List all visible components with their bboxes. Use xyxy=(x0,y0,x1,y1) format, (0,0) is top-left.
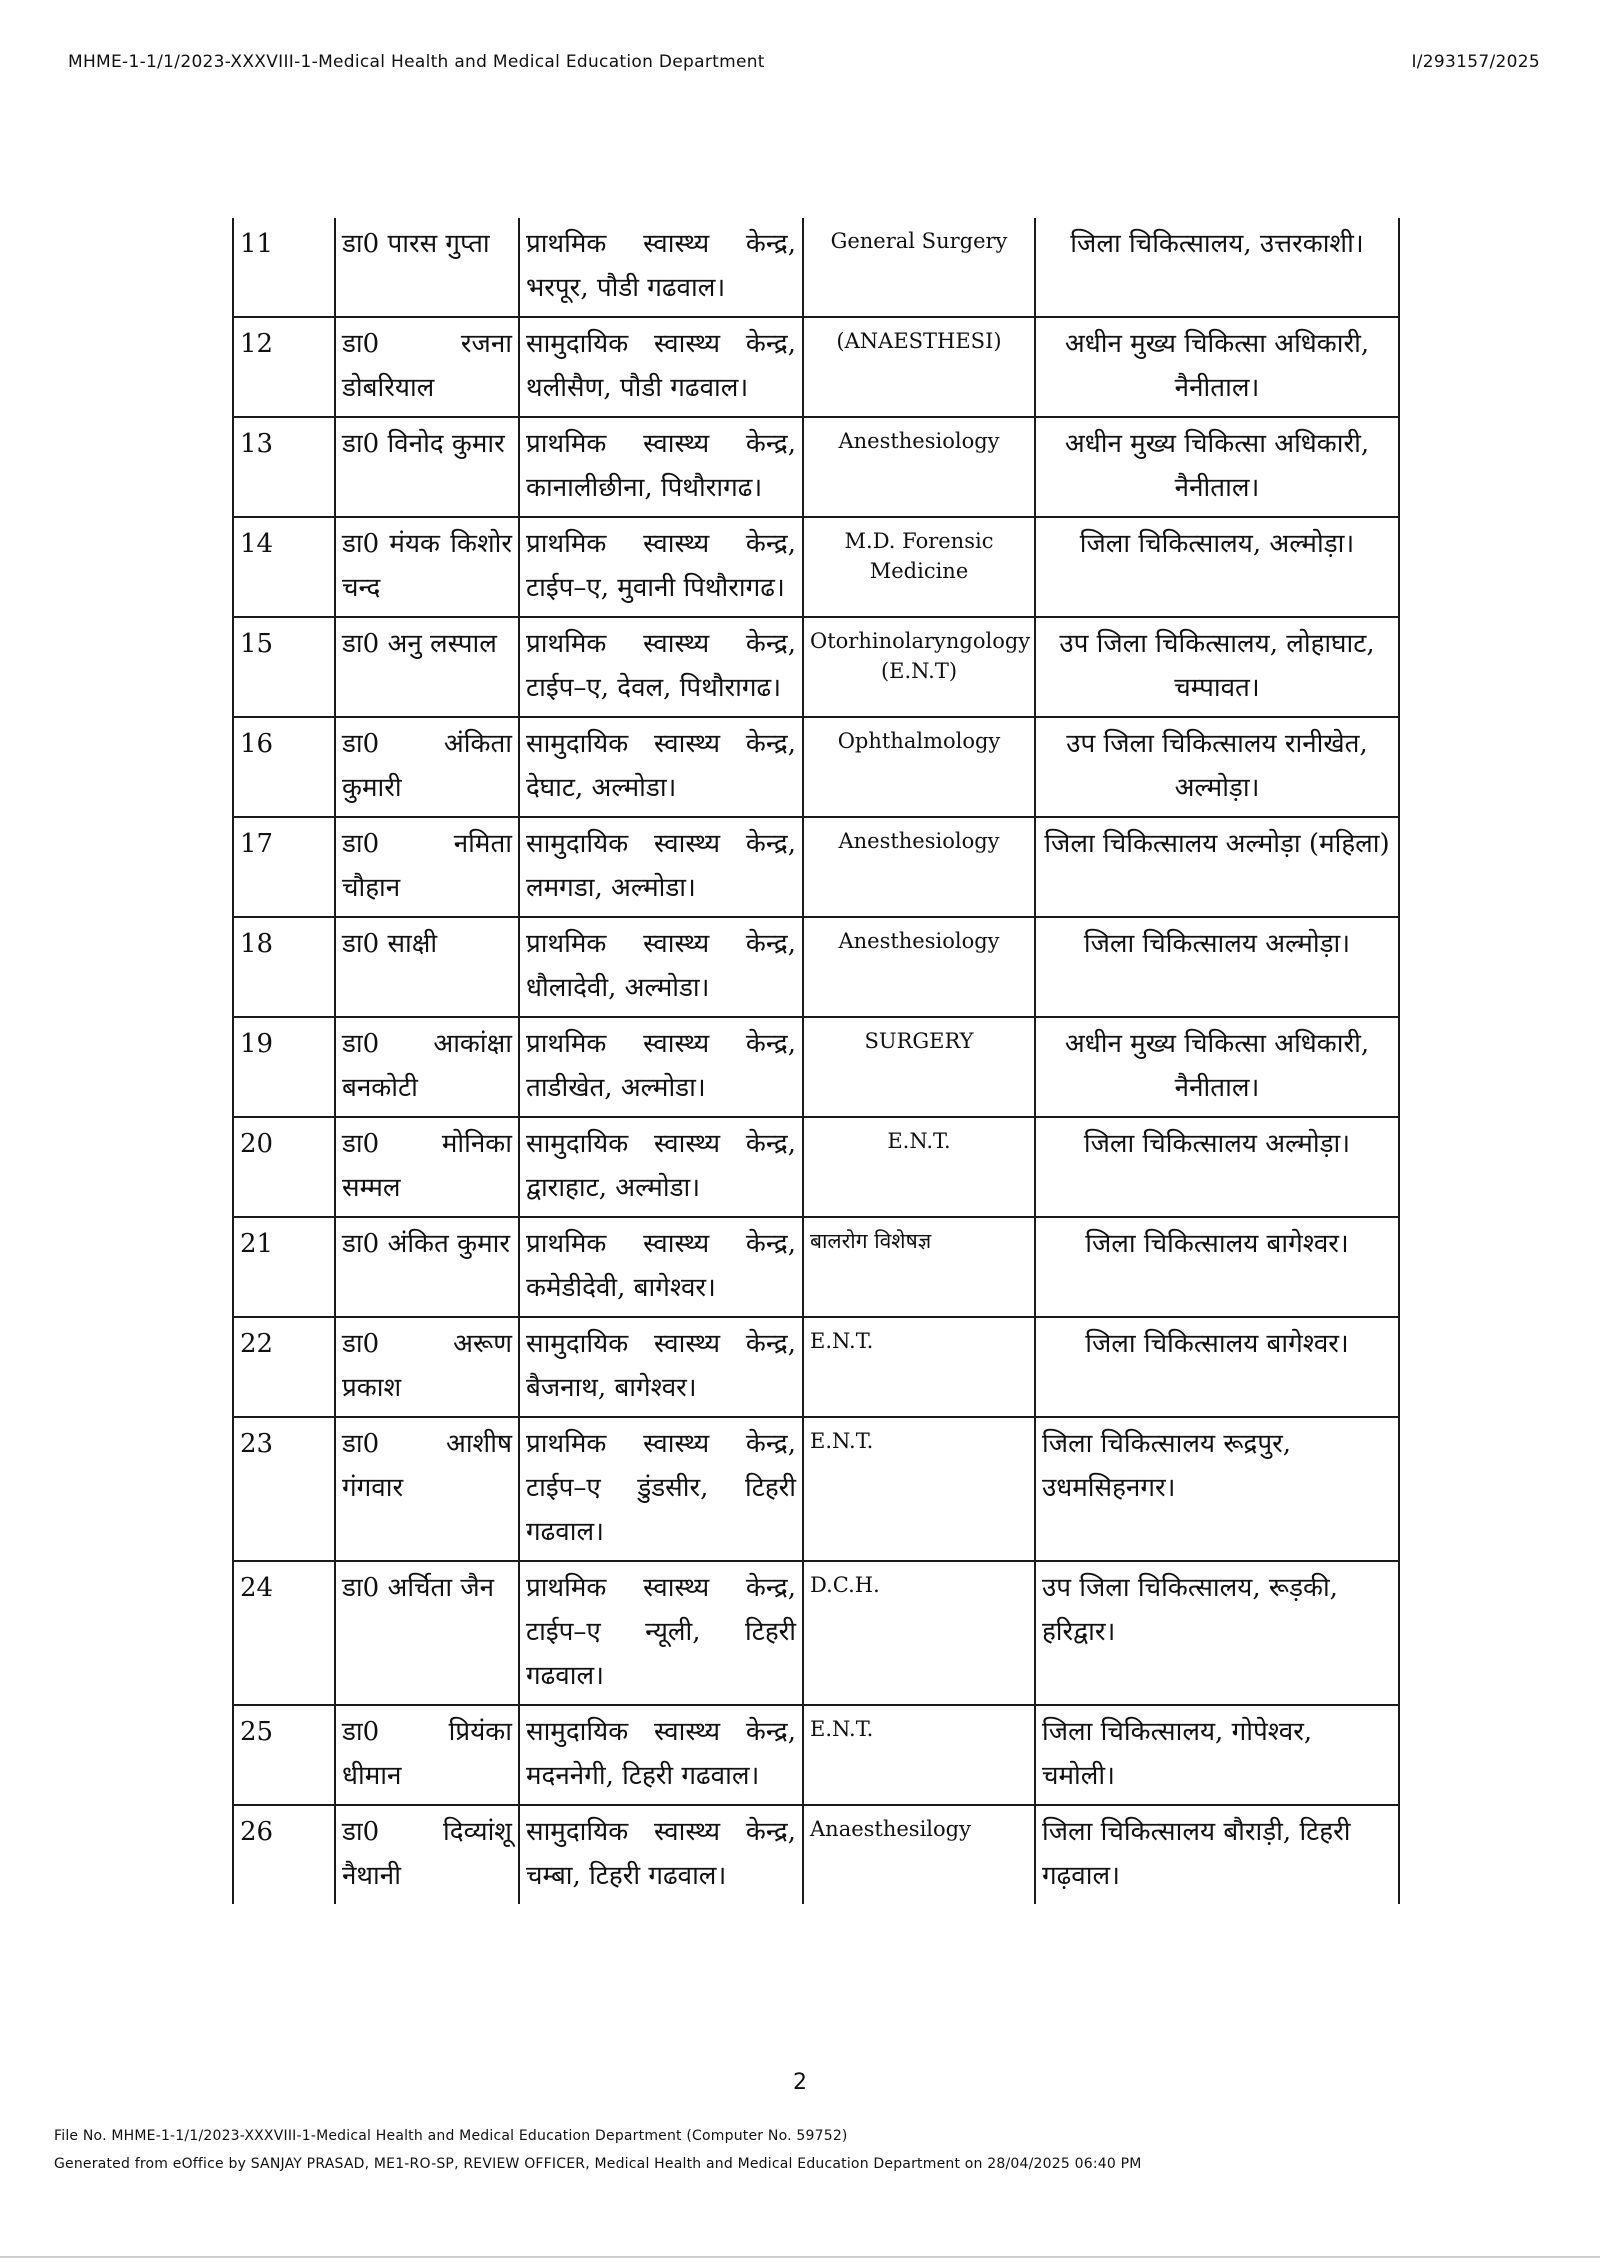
new-posting-cell: जिला चिकित्सालय अल्मोड़ा। xyxy=(1035,917,1399,1017)
transfer-list-table xyxy=(232,218,1400,1904)
new-posting-cell: अधीन मुख्य चिकित्सा अधिकारी, नैनीताल। xyxy=(1035,417,1399,517)
current-posting-cell: प्राथमिक स्वास्थ्य केन्द्र, टाईप–ए न्यूली, टिहरी गढवाल। xyxy=(519,1561,803,1705)
new-posting-cell: जिला चिकित्सालय, अल्मोड़ा। xyxy=(1035,517,1399,617)
table-row xyxy=(233,317,1399,417)
serial-number-cell: 12 xyxy=(233,317,335,417)
specialty-cell: SURGERY xyxy=(803,1017,1035,1117)
serial-number-cell: 13 xyxy=(233,417,335,517)
table-row xyxy=(233,717,1399,817)
doctor-name-cell: डा0 रजना डोबरियाल xyxy=(335,317,519,417)
current-posting-cell: प्राथमिक स्वास्थ्य केन्द्र, कमेडीदेवी, बागेश्वर। xyxy=(519,1217,803,1317)
doctor-name-cell: डा0 अर्चिता जैन xyxy=(335,1561,519,1705)
specialty-cell: Otorhinolaryngology (E.N.T) xyxy=(803,617,1035,717)
current-posting-cell: सामुदायिक स्वास्थ्य केन्द्र, बैजनाथ, बागेश्वर। xyxy=(519,1317,803,1417)
new-posting-cell: जिला चिकित्सालय, उत्तरकाशी। xyxy=(1035,218,1399,317)
table-row xyxy=(233,1561,1399,1705)
new-posting-cell: उप जिला चिकित्सालय, लोहाघाट, चम्पावत। xyxy=(1035,617,1399,717)
table-row xyxy=(233,517,1399,617)
specialty-cell: E.N.T. xyxy=(803,1117,1035,1217)
new-posting-cell: जिला चिकित्सालय अल्मोड़ा। xyxy=(1035,1117,1399,1217)
bottom-rule xyxy=(0,2256,1600,2258)
specialty-cell: General Surgery xyxy=(803,218,1035,317)
table-row xyxy=(233,417,1399,517)
doctor-name-cell: डा0 विनोद कुमार xyxy=(335,417,519,517)
new-posting-cell: उप जिला चिकित्सालय, रूड़की, हरिद्वार। xyxy=(1035,1561,1399,1705)
specialty-cell: Anesthesiology xyxy=(803,817,1035,917)
transfer-list-body xyxy=(233,218,1399,1904)
specialty-cell: बालरोग विशेषज्ञ xyxy=(803,1217,1035,1317)
serial-number-cell: 20 xyxy=(233,1117,335,1217)
table-row xyxy=(233,218,1399,317)
serial-number-cell: 22 xyxy=(233,1317,335,1417)
serial-number-cell: 16 xyxy=(233,717,335,817)
current-posting-cell: सामुदायिक स्वास्थ्य केन्द्र, थलीसैण, पौडी गढवाल। xyxy=(519,317,803,417)
doctor-name-cell: डा0 मंयक किशोर चन्द xyxy=(335,517,519,617)
new-posting-cell: जिला चिकित्सालय बागेश्वर। xyxy=(1035,1317,1399,1417)
specialty-cell: Anesthesiology xyxy=(803,917,1035,1017)
new-posting-cell: जिला चिकित्सालय बौराड़ी, टिहरी गढ़वाल। xyxy=(1035,1805,1399,1904)
table-row xyxy=(233,1217,1399,1317)
serial-number-cell: 19 xyxy=(233,1017,335,1117)
table-row xyxy=(233,1117,1399,1217)
serial-number-cell: 17 xyxy=(233,817,335,917)
current-posting-cell: प्राथमिक स्वास्थ्य केन्द्र, भरपूर, पौडी गढवाल। xyxy=(519,218,803,317)
specialty-cell: Anaesthesilogy xyxy=(803,1805,1035,1904)
doctor-name-cell: डा0 साक्षी xyxy=(335,917,519,1017)
current-posting-cell: सामुदायिक स्वास्थ्य केन्द्र, चम्बा, टिहरी गढवाल। xyxy=(519,1805,803,1904)
new-posting-cell: जिला चिकित्सालय, गोपेश्वर, चमोली। xyxy=(1035,1705,1399,1805)
specialty-cell: E.N.T. xyxy=(803,1417,1035,1561)
footer-file-line: File No. MHME-1-1/1/2023-XXXVIII-1-Medical Health and Medical Education Department (Computer No. 59752) xyxy=(54,2128,848,2144)
serial-number-cell: 23 xyxy=(233,1417,335,1561)
serial-number-cell: 18 xyxy=(233,917,335,1017)
table-row xyxy=(233,817,1399,917)
doctor-name-cell: डा0 प्रियंका धीमान xyxy=(335,1705,519,1805)
table-row xyxy=(233,1805,1399,1904)
new-posting-cell: जिला चिकित्सालय बागेश्वर। xyxy=(1035,1217,1399,1317)
doctor-name-cell: डा0 मोनिका सम्मल xyxy=(335,1117,519,1217)
doctor-name-cell: डा0 नमिता चौहान xyxy=(335,817,519,917)
specialty-cell: Ophthalmology xyxy=(803,717,1035,817)
table-row xyxy=(233,1417,1399,1561)
serial-number-cell: 26 xyxy=(233,1805,335,1904)
specialty-cell: E.N.T. xyxy=(803,1317,1035,1417)
serial-number-cell: 14 xyxy=(233,517,335,617)
doctor-name-cell: डा0 अंकिता कुमारी xyxy=(335,717,519,817)
specialty-cell: Anesthesiology xyxy=(803,417,1035,517)
serial-number-cell: 15 xyxy=(233,617,335,717)
specialty-cell: (ANAESTHESI) xyxy=(803,317,1035,417)
current-posting-cell: प्राथमिक स्वास्थ्य केन्द्र, धौलादेवी, अल्मोडा। xyxy=(519,917,803,1017)
specialty-cell: D.C.H. xyxy=(803,1561,1035,1705)
doctor-name-cell: डा0 आशीष गंगवार xyxy=(335,1417,519,1561)
specialty-cell: M.D. Forensic Medicine xyxy=(803,517,1035,617)
current-posting-cell: प्राथमिक स्वास्थ्य केन्द्र, टाईप–ए डुंडसीर, टिहरी गढवाल। xyxy=(519,1417,803,1561)
current-posting-cell: सामुदायिक स्वास्थ्य केन्द्र, देघाट, अल्मोडा। xyxy=(519,717,803,817)
current-posting-cell: प्राथमिक स्वास्थ्य केन्द्र, कानालीछीना, पिथौरागढ। xyxy=(519,417,803,517)
footer-generated-line: Generated from eOffice by SANJAY PRASAD, ME1-RO-SP, REVIEW OFFICER, Medical Health and Medical Education Department on 28/04/2025 06:40 PM xyxy=(54,2156,1142,2172)
table-row xyxy=(233,617,1399,717)
specialty-cell: E.N.T. xyxy=(803,1705,1035,1805)
table-row xyxy=(233,1705,1399,1805)
serial-number-cell: 11 xyxy=(233,218,335,317)
serial-number-cell: 24 xyxy=(233,1561,335,1705)
doctor-name-cell: डा0 अरूण प्रकाश xyxy=(335,1317,519,1417)
doctor-name-cell: डा0 पारस गुप्ता xyxy=(335,218,519,317)
header-file-reference: MHME-1-1/1/2023-XXXVIII-1-Medical Health and Medical Education Department xyxy=(68,52,765,72)
new-posting-cell: जिला चिकित्सालय रूद्रपुर, उधमसिहनगर। xyxy=(1035,1417,1399,1561)
doctor-name-cell: डा0 दिव्यांशू नैथानी xyxy=(335,1805,519,1904)
new-posting-cell: उप जिला चिकित्सालय रानीखेत, अल्मोड़ा। xyxy=(1035,717,1399,817)
current-posting-cell: सामुदायिक स्वास्थ्य केन्द्र, मदननेगी, टिहरी गढवाल। xyxy=(519,1705,803,1805)
current-posting-cell: प्राथमिक स्वास्थ्य केन्द्र, ताडीखेत, अल्मोडा। xyxy=(519,1017,803,1117)
doctor-name-cell: डा0 अंकित कुमार xyxy=(335,1217,519,1317)
new-posting-cell: अधीन मुख्य चिकित्सा अधिकारी, नैनीताल। xyxy=(1035,1017,1399,1117)
serial-number-cell: 25 xyxy=(233,1705,335,1805)
header-document-number: I/293157/2025 xyxy=(1411,52,1540,72)
doctor-name-cell: डा0 अनु लस्पाल xyxy=(335,617,519,717)
new-posting-cell: अधीन मुख्य चिकित्सा अधिकारी, नैनीताल। xyxy=(1035,317,1399,417)
current-posting-cell: सामुदायिक स्वास्थ्य केन्द्र, लमगडा, अल्मोडा। xyxy=(519,817,803,917)
table-row xyxy=(233,917,1399,1017)
new-posting-cell: जिला चिकित्सालय अल्मोड़ा (महिला) xyxy=(1035,817,1399,917)
doctor-name-cell: डा0 आकांक्षा बनकोटी xyxy=(335,1017,519,1117)
current-posting-cell: प्राथमिक स्वास्थ्य केन्द्र, टाईप–ए, देवल, पिथौरागढ। xyxy=(519,617,803,717)
page-number: 2 xyxy=(793,2070,807,2095)
current-posting-cell: सामुदायिक स्वास्थ्य केन्द्र, द्वाराहाट, अल्मोडा। xyxy=(519,1117,803,1217)
table-row xyxy=(233,1017,1399,1117)
table-row xyxy=(233,1317,1399,1417)
serial-number-cell: 21 xyxy=(233,1217,335,1317)
current-posting-cell: प्राथमिक स्वास्थ्य केन्द्र, टाईप–ए, मुवानी पिथौरागढ। xyxy=(519,517,803,617)
